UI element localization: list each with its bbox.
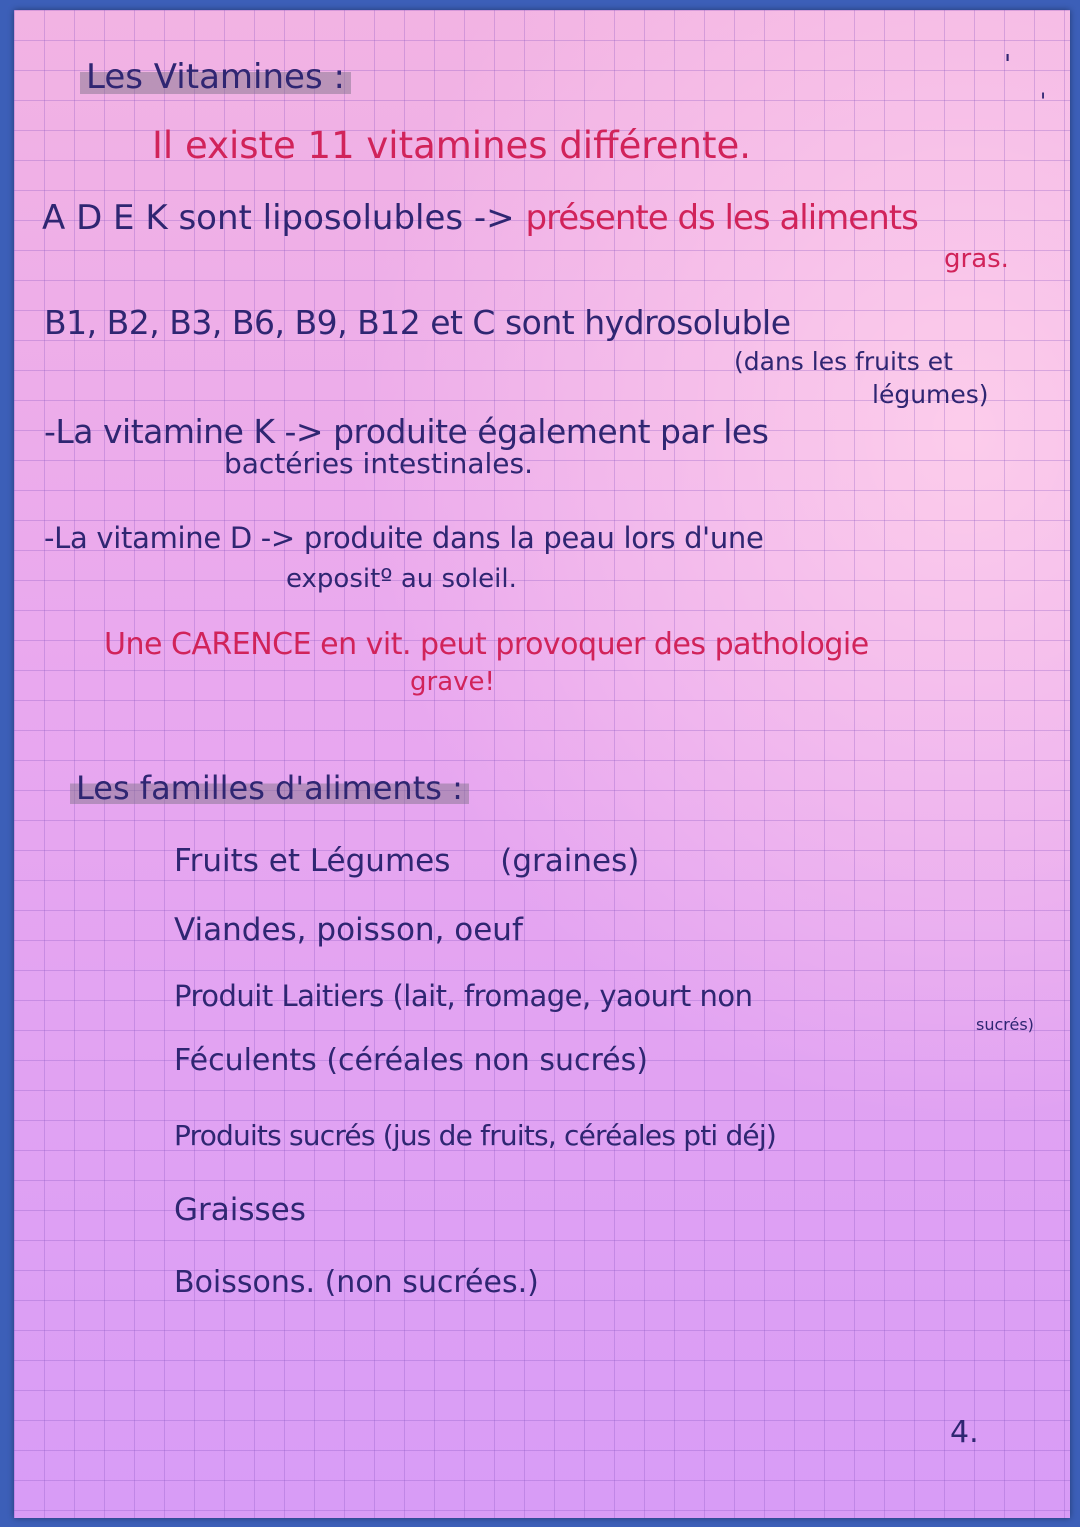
vitamins-heading	[80, 57, 351, 97]
food-item-4: Féculents (céréales non sucrés)	[174, 1043, 648, 1078]
food-families-heading	[70, 769, 469, 807]
hydrosoluble-vitamins: B1, B2, B3, B6, B9, B12 et C	[44, 303, 495, 342]
food-item-3: Produit Laitiers (lait, fromage, yaourt non	[174, 979, 753, 1013]
corner-mark-1: '	[1004, 50, 1012, 80]
food-item-7: Boissons. (non sucrées.)	[174, 1265, 539, 1300]
vitamins-intro: Il existe 11 vitamines différente.	[152, 124, 751, 167]
food-item-1-text: Fruits et Légumes	[174, 843, 451, 879]
liposoluble-text: sont liposolubles ->	[178, 198, 515, 238]
vitamin-k-cont: bactéries intestinales.	[224, 447, 534, 480]
liposoluble-vitamins: A D E K	[42, 198, 168, 238]
liposoluble-note-cont: gras.	[944, 244, 1009, 274]
food-item-5: Produits sucrés (jus de fruits, céréales pti déj)	[174, 1119, 776, 1152]
food-item-3-note: sucrés)	[976, 1015, 1034, 1034]
page-number: 4.	[950, 1415, 979, 1450]
hydrosoluble-line	[44, 303, 791, 342]
liposoluble-note: présente ds les aliments	[525, 198, 918, 238]
vitamin-d-cont: expositº au soleil.	[286, 564, 517, 594]
hydrosoluble-note-2: légumes)	[872, 380, 989, 409]
corner-mark-2: '	[1040, 90, 1047, 115]
deficiency-warning: Une CARENCE en vit. peut provoquer des pathologie	[104, 627, 869, 662]
liposoluble-line	[42, 198, 918, 238]
vitamin-k-line: -La vitamine K -> produite également par les	[44, 412, 769, 451]
vitamin-d-line: -La vitamine D -> produite dans la peau lors d'une	[44, 521, 764, 555]
food-item-1	[174, 843, 640, 879]
hydrosoluble-text: sont hydrosoluble	[504, 303, 791, 342]
food-families-heading-text: Les familles d'aliments :	[70, 769, 469, 807]
food-item-1-note: (graines)	[500, 843, 640, 879]
food-item-2: Viandes, poisson, oeuf	[174, 912, 523, 948]
food-item-6: Graisses	[174, 1192, 306, 1228]
deficiency-warning-cont: grave!	[410, 667, 495, 697]
vitamins-heading-text: Les Vitamines :	[80, 57, 351, 97]
notebook-page	[14, 10, 1070, 1518]
hydrosoluble-note-1: (dans les fruits et	[734, 347, 953, 376]
